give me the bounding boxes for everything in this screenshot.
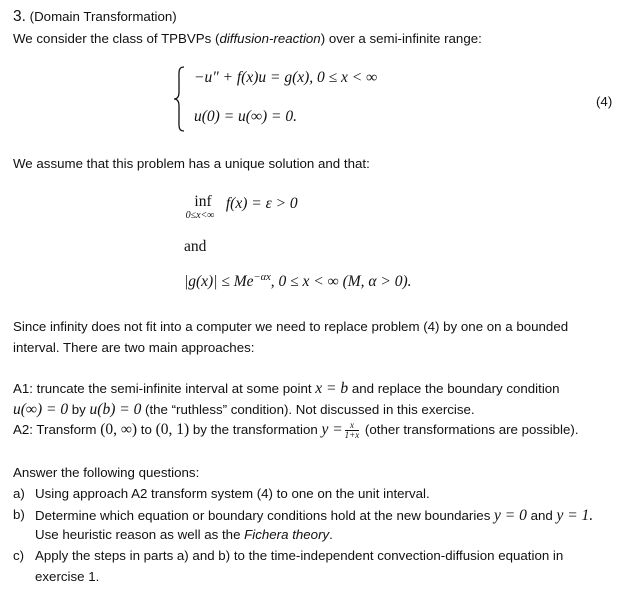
intro-emphasis: diffusion-reaction — [219, 31, 321, 46]
inf-subscript: 0≤x<∞ — [185, 210, 215, 221]
b-text: Determine which equation or boundary conditions hold at the new boundaries — [35, 508, 495, 523]
infinity-line-1: Since infinity does not fit into a computer we need to replace problem (4) by one on a bounded — [13, 319, 569, 334]
a2-text: A2: Transform — [13, 422, 101, 438]
exercise-title — [13, 8, 177, 26]
a2-fraction-denominator: 1+x — [344, 430, 360, 440]
question-b-line-1 — [35, 507, 593, 525]
exercise-heading: (Domain Transformation) — [29, 9, 177, 24]
inf-expression: f(x) = ε > 0 — [225, 195, 298, 212]
a2-interval-2: (0, 1) — [155, 421, 190, 439]
b-and: and — [526, 508, 557, 523]
a2-to: to — [137, 422, 156, 438]
a1-math: x = b — [315, 380, 349, 397]
equation-line-2: u(0) = u(∞) = 0. — [194, 108, 297, 125]
a1-by: by — [68, 402, 90, 417]
question-c-line-1: Apply the steps in parts a) and b) to the time-independent convection-diffusion equation in — [35, 548, 564, 563]
question-c-line-2: exercise 1. — [35, 569, 100, 584]
assumption-text: We assume that this problem has a unique solution and that: — [13, 156, 370, 171]
a1-text-tail: (the “ruthless” condition). Not discussed in this exercise. — [141, 402, 475, 417]
a2-by-transformation: by the transformation — [189, 422, 322, 438]
b-text-2: Use heuristic reason as well as the — [35, 527, 245, 542]
exercise-number: 3. — [13, 8, 26, 25]
question-a-text: Using approach A2 transform system (4) to one on the unit interval. — [35, 486, 430, 501]
question-c-label: c) — [13, 548, 25, 563]
equation-line-1: −u″ + f(x)u = g(x), 0 ≤ x < ∞ — [194, 69, 378, 86]
bound-rest: , 0 ≤ x < ∞ (M, α > 0). — [270, 273, 412, 291]
a2-text-end: (other transformations are possible). — [361, 422, 579, 438]
approach-a2 — [13, 421, 579, 440]
approach-a1-line-2 — [13, 401, 475, 419]
g-bound-condition — [184, 272, 412, 291]
question-b-label: b) — [13, 507, 25, 522]
a2-fraction-numerator: x — [345, 421, 360, 431]
a2-y-equals: y = — [321, 421, 343, 439]
bound-main: |g(x)| ≤ Me — [184, 273, 254, 291]
a1-text: A1: truncate the semi-infinite interval at some point — [13, 381, 316, 396]
equation-system — [168, 66, 468, 136]
equation-label: (4) — [596, 94, 613, 109]
infinity-line-2: interval. There are two main approaches: — [13, 340, 255, 355]
a1-text-end: and replace the boundary condition — [348, 381, 560, 396]
b-math-1: y = 0 — [494, 507, 527, 524]
intro-text: We consider the class of TPBVPs ( — [13, 31, 220, 46]
a2-interval-1: (0, ∞) — [100, 421, 138, 439]
infimum-condition — [184, 193, 298, 223]
inf-operator: inf — [194, 193, 212, 210]
b-math-2: y = 1. — [556, 507, 594, 524]
left-brace — [172, 66, 186, 132]
a1-math-1: u(∞) = 0 — [13, 401, 69, 418]
and-word: and — [184, 238, 207, 255]
intro-text-end: ) over a semi-infinite range: — [320, 31, 482, 46]
approach-a1-line-1 — [13, 380, 560, 398]
a1-math-2: u(b) = 0 — [89, 401, 142, 418]
question-a-label: a) — [13, 486, 25, 501]
b-period: . — [329, 527, 333, 542]
intro-paragraph — [13, 31, 482, 46]
a2-fraction — [345, 421, 360, 440]
questions-intro: Answer the following questions: — [13, 465, 200, 480]
b-fichera: Fichera theory — [244, 527, 330, 542]
question-b-line-2 — [35, 527, 333, 542]
bound-exponent: −αx — [253, 272, 271, 283]
